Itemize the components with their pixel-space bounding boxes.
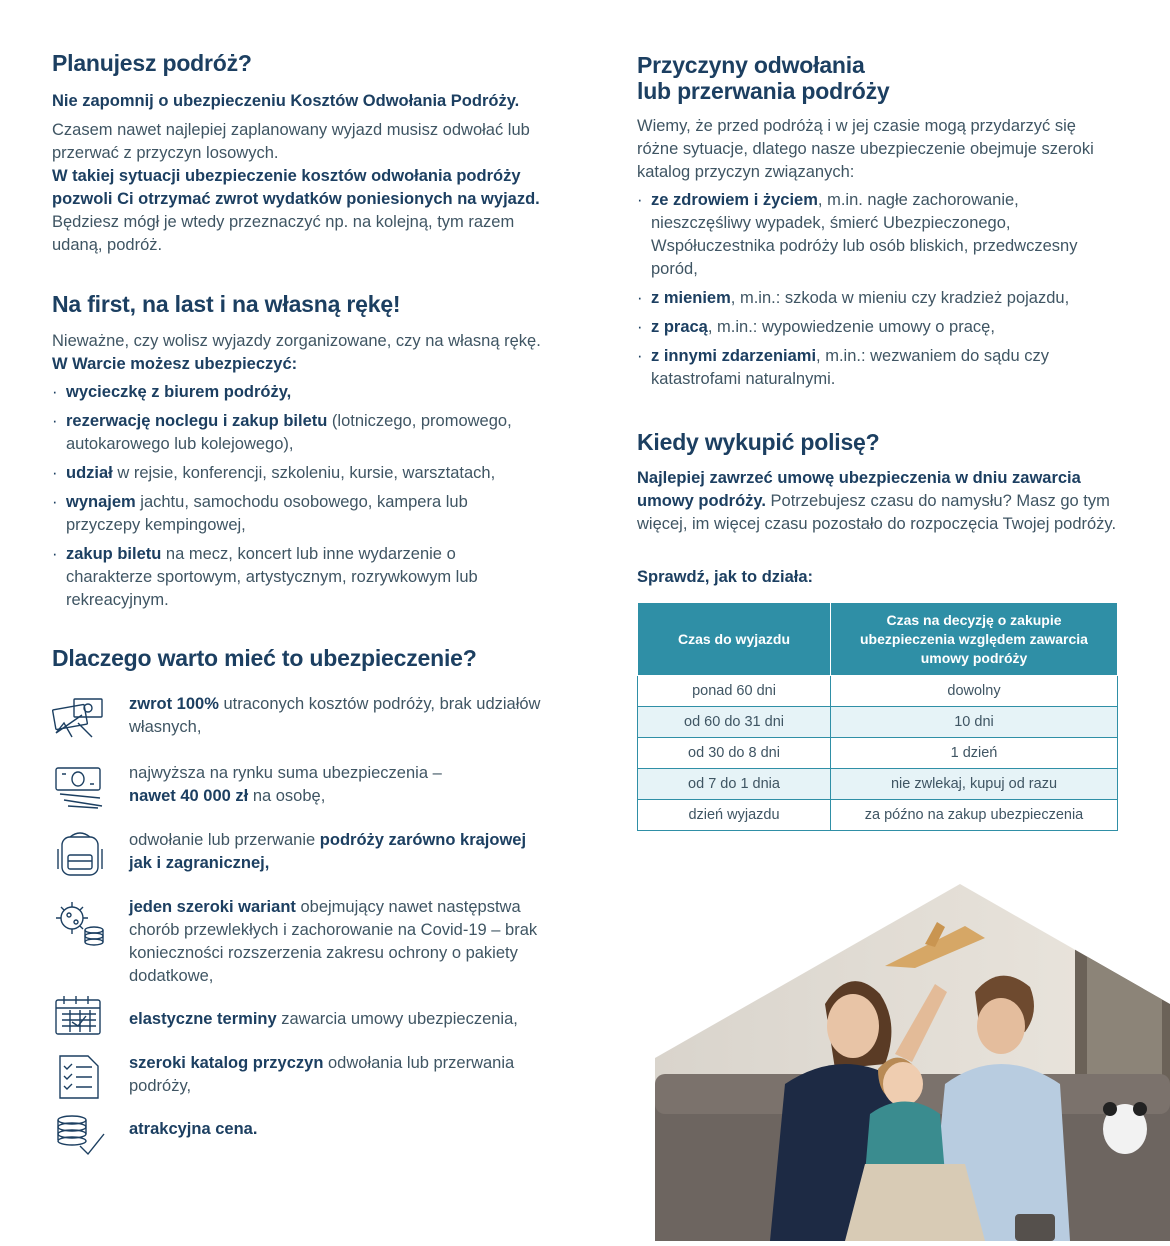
table-cell: za późno na zakup ubezpieczenia xyxy=(831,800,1118,831)
table-row xyxy=(638,707,1118,738)
table-cell: od 30 do 8 dni xyxy=(638,738,831,769)
list-item: · z innymi zdarzeniami, m.in.: wezwaniem do sądu czy katastrofami naturalnymi. xyxy=(637,347,1049,388)
reasons-list xyxy=(637,189,1107,397)
table-row xyxy=(638,738,1118,769)
list-item: · rezerwację noclegu i zakup biletu (lotniczego, promowego, autokarowego lub kolejowego), xyxy=(52,412,512,453)
benefit-item: elastyczne terminy zawarcia umowy ubezpieczenia, xyxy=(52,1008,552,1048)
table-header: Czas na decyzję o zakupie ubezpieczenia względem zawarcia umowy podróży xyxy=(831,603,1118,676)
calendar-icon xyxy=(52,992,108,1040)
money-return-icon xyxy=(52,693,108,741)
benefit-item: zwrot 100% utraconych kosztów podróży, brak udziałów własnych, xyxy=(52,693,552,743)
bullet-marker: · xyxy=(52,383,58,401)
check-label: Sprawdź, jak to działa: xyxy=(637,568,814,586)
table-row xyxy=(638,800,1118,831)
section-title-planning: Planujesz podróż? xyxy=(52,50,252,76)
section-intro: Nieważne, czy wolisz wyjazdy zorganizowane, czy na własną rękę. W Warcie możesz ubezpieczyć: xyxy=(52,332,541,373)
table-cell: od 7 do 1 dnia xyxy=(638,769,831,800)
list-item: · wynajem jachtu, samochodu osobowego, kampera lub przyczepy kempingowej, xyxy=(52,493,468,534)
checklist-icon xyxy=(52,1052,108,1100)
bullet-marker: · xyxy=(52,412,58,430)
section-title-reasons: Przyczyny odwołania lub przerwania podróży xyxy=(637,52,890,104)
section-title-when: Kiedy wykupić polisę? xyxy=(637,429,880,455)
banknotes-icon xyxy=(52,762,108,810)
family-photo xyxy=(655,884,1170,1241)
benefit-item: atrakcyjna cena. xyxy=(52,1118,552,1168)
table-cell: dowolny xyxy=(831,676,1118,707)
bullet-marker: · xyxy=(637,289,643,307)
section-body: Czasem nawet najlepiej zaplanowany wyjazd musisz odwołać lub przerwać z przyczyn losowych. W takiej sytuacji ubezpieczenie kosztów odwołania podróży pozwoli Ci otrzymać zwrot wydatków poniesionych na wyjazd. Będziesz mógł je wtedy przeznaczyć np. na kolejną, tym razem udaną, podróż. xyxy=(52,121,540,254)
bullet-marker: · xyxy=(52,464,58,482)
section-lead: Nie zapomnij o ubezpieczeniu Kosztów Odwołania Podróży. xyxy=(52,92,520,110)
list-item: · udział w rejsie, konferencji, szkoleniu, kursie, warsztatach, xyxy=(52,462,532,485)
backpack-icon xyxy=(52,829,108,877)
bullet-marker: · xyxy=(637,347,643,365)
list-item: · ze zdrowiem i życiem, m.in. nagłe zachorowanie, nieszczęśliwy wypadek, śmierć Ubezpieczonego, Współuczestnika podróży lub osób bliskich, przedwczesny poród, xyxy=(637,191,1078,278)
bullet-marker: · xyxy=(637,191,643,209)
table-cell: ponad 60 dni xyxy=(638,676,831,707)
benefit-item: jeden szeroki wariant obejmujący nawet następstwa chorób przewlekłych i zachorowanie na Covid-19 – brak konieczności rozszerzenia zakresu ochrony o pakiety dodatkowe, xyxy=(52,896,552,988)
list-item: · wycieczkę z biurem podróży, xyxy=(52,381,532,404)
bullet-marker: · xyxy=(52,545,58,563)
table-cell: od 60 do 31 dni xyxy=(638,707,831,738)
benefit-item: odwołanie lub przerwanie podróży zarówno krajowej jak i zagranicznej, xyxy=(52,829,552,879)
benefit-item: najwyższa na rynku suma ubezpieczenia – nawet 40 000 zł na osobę, xyxy=(52,762,552,812)
when-lead: Najlepiej zawrzeć umowę ubezpieczenia w dniu zawarcia umowy podróży. Potrzebujesz czasu do namysłu? Masz go tym więcej, im więcej czasu pozostało do rozpoczęcia Twojej podróży. xyxy=(637,469,1117,533)
list-item: · zakup biletu na mecz, koncert lub inne wydarzenie o charakterze sportowym, artystycznym, rozrywkowym lub rekreacyjnym. xyxy=(52,545,478,609)
list-item: · z mieniem, m.in.: szkoda w mieniu czy kradzież pojazdu, xyxy=(637,287,1107,310)
section-title-own-hand: Na first, na last i na własną rękę! xyxy=(52,291,401,317)
bullet-marker: · xyxy=(52,493,58,511)
list-item: · z pracą, m.in.: wypowiedzenie umowy o pracę, xyxy=(637,316,1107,339)
table-cell: 1 dzień xyxy=(831,738,1118,769)
table-row xyxy=(638,769,1118,800)
table-cell: 10 dni xyxy=(831,707,1118,738)
section-title-why: Dlaczego warto mieć to ubezpieczenie? xyxy=(52,645,477,671)
table-row xyxy=(638,676,1118,707)
virus-coins-icon xyxy=(52,896,108,952)
table-cell: dzień wyjazdu xyxy=(638,800,831,831)
benefit-item: szeroki katalog przyczyn odwołania lub przerwania podróży, xyxy=(52,1052,552,1102)
bullet-marker: · xyxy=(637,318,643,336)
decision-time-table xyxy=(637,602,1118,831)
table-cell: nie zwlekaj, kupuj od razu xyxy=(831,769,1118,800)
coins-check-icon xyxy=(52,1112,108,1160)
insurable-list xyxy=(52,381,532,618)
table-header: Czas do wyjazdu xyxy=(638,603,831,676)
reasons-intro: Wiemy, że przed podróżą i w jej czasie mogą przydarzyć się różne sytuacje, dlatego nasze ubezpieczenie obejmuje szeroki katalog przyczyn związanych: xyxy=(637,117,1094,181)
family-photo-illustration xyxy=(655,884,1170,1241)
